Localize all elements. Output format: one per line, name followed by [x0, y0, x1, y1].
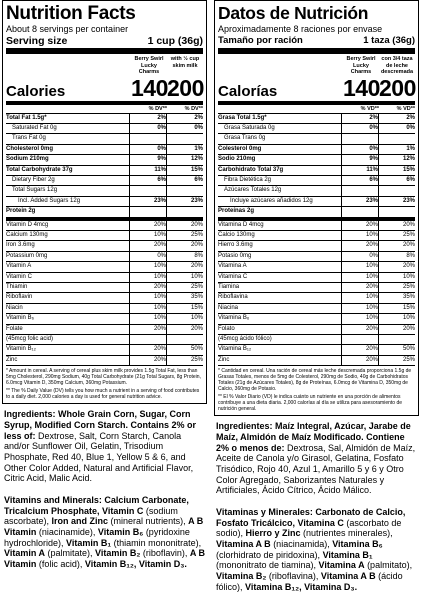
nutrient-dv-milk [378, 335, 415, 344]
nutrient-dv-milk: 20% [166, 241, 203, 250]
nutrient-row [218, 114, 415, 124]
nutrient-dv-cereal [129, 335, 166, 344]
nutrient-dv-cereal: 10% [129, 262, 166, 271]
nutrient-row [218, 124, 415, 134]
nutrient-name: Vitamin B₆ [6, 315, 34, 322]
nutrient-row [218, 325, 415, 335]
nutrient-dv-cereal: 10% [129, 314, 166, 323]
nutrition-facts-panel-es [214, 0, 419, 593]
nutrient-name: Thiamin [6, 284, 28, 290]
nutrient-name: Tiamina [218, 284, 240, 290]
nutrient-name: Zinc [6, 356, 18, 363]
nutrient-name: Total Sugars 12g [12, 187, 58, 194]
nutrient-dv-milk: 1% [166, 145, 203, 154]
nutrient-row [218, 155, 415, 165]
nutrient-dv-milk: 23% [166, 197, 203, 206]
nutrient-dv-milk: 35% [166, 293, 203, 302]
nutrient-dv-cereal: 0% [341, 252, 378, 261]
nutrient-dv-milk: 8% [166, 252, 203, 261]
nutrient-dv-milk: 15% [378, 166, 415, 175]
servings-per-container: About 8 servings per container [6, 24, 129, 34]
nutrient-name: Niacina [218, 304, 239, 311]
nutrient-dv-cereal: 11% [129, 166, 166, 175]
nutrient-dv-milk: 20% [166, 325, 203, 334]
nutrient-dv-milk: 0% [378, 124, 415, 133]
nutrient-dv-cereal: 10% [129, 293, 166, 302]
calories-value-milk: 200 [167, 74, 204, 101]
nutrient-dv-cereal: 10% [341, 314, 378, 323]
nutrient-dv-milk: 25% [166, 283, 203, 292]
nutrient-rows [218, 114, 415, 221]
nutrient-dv-cereal: 10% [341, 293, 378, 302]
nutrient-dv-cereal: 20% [341, 356, 378, 365]
servings-per-container: Aproximadamente 8 raciones por envase [218, 24, 383, 34]
nutrient-name: Vitamin A [6, 263, 32, 270]
dv-header-cereal: % DV** [148, 105, 167, 112]
nutrient-row [6, 262, 203, 272]
nutrient-name: Grasa Trans 0g [224, 135, 266, 142]
nutrient-row [6, 124, 203, 134]
nutrient-dv-cereal: 6% [129, 176, 166, 185]
nutrient-name: Colesterol 0mg [218, 145, 262, 152]
nutrient-name: Total Carbohydrate 37g [6, 166, 73, 173]
nutrient-row [6, 186, 203, 196]
nutrient-rows [6, 114, 203, 221]
nutrient-name: Calcio 130mg [218, 231, 255, 238]
nutrient-row [218, 166, 415, 176]
nutrition-label-box [214, 0, 419, 416]
nutrient-dv-cereal: 0% [129, 145, 166, 154]
calories-row [218, 76, 415, 105]
vitamin-rows [6, 221, 203, 367]
nutrient-dv-cereal: 6% [341, 176, 378, 185]
nutrient-dv-cereal: 10% [341, 304, 378, 313]
nutrient-dv-cereal: 20% [341, 221, 378, 230]
nutrient-row [218, 207, 415, 220]
nutrient-dv-milk: 15% [166, 304, 203, 313]
nutrient-row [6, 345, 203, 355]
nutrient-dv-milk: 50% [166, 345, 203, 354]
nutrient-row [6, 273, 203, 283]
nutrient-name: Grasa Saturada 0g [224, 124, 275, 131]
nutrient-dv-milk: 10% [378, 273, 415, 282]
nutrient-row [218, 252, 415, 262]
calories-label: Calorías [218, 82, 278, 100]
nutrient-dv-cereal: 0% [129, 252, 166, 261]
nutrient-dv-milk: 20% [378, 241, 415, 250]
nutrient-dv-milk: 0% [166, 124, 203, 133]
nutrient-dv-cereal: 10% [341, 273, 378, 282]
nutrient-dv-milk: 2% [378, 114, 415, 123]
ingredients-text: Ingredientes: Maíz Integral, Azúcar, Jarabe de Maíz, Almidón de Maíz Modificado. Contiene 2% o menos de: Dextrosa, Sal, Almidón de Maíz, Aceite de Canola y/o Girasol, Gelatina, Fosfato Trisódico, Rojo 40, Azul 1, Amarillo 5 y 6 y Otro Color Agregado, Saborizantes Naturales y Artificiales, Ácido Cítrico, Ácido Málico. Vitaminas y Minerales: Carbonato de Calcio, Fosfato Tricálcico, Vitamina C (ascorbato de sodio), Hierro y Zinc (nutrientes minerales), Vitamina A B (niacinamida), Vitamina B₆ (clorhidrato de piridoxina), Vitamina B₁ (mononitrato de tiamina), Vitamina A (palmitato), Vitamina B₂ (riboflavina), Vitamina A B (ácido fólico), Vitamina B₁₂, Vitamina D₃. [216, 421, 416, 592]
nutrient-row [218, 231, 415, 241]
nutrient-dv-cereal: 10% [341, 231, 378, 240]
nutrient-row [6, 114, 203, 124]
nutrient-dv-milk [166, 335, 203, 344]
nutrient-name: Fibra Dietética 2g [224, 176, 272, 183]
nutrient-dv-cereal: 20% [129, 325, 166, 334]
nutrient-dv-cereal: 23% [129, 197, 166, 206]
nutrient-dv-cereal: 20% [129, 356, 166, 365]
nutrient-dv-milk: 35% [378, 293, 415, 302]
nutrient-dv-milk: 2% [166, 114, 203, 123]
nutrient-dv-cereal: 20% [341, 325, 378, 334]
serving-size-row [6, 35, 203, 54]
nutrient-name: Hierro 3.6mg [218, 242, 253, 249]
nutrient-row [6, 176, 203, 186]
nutrition-facts-panel-en [2, 0, 207, 570]
nutrient-dv-milk [378, 186, 415, 195]
nutrient-dv-milk: 25% [166, 231, 203, 240]
nutrient-dv-cereal: 20% [129, 241, 166, 250]
nutrient-dv-milk [166, 186, 203, 195]
nutrient-dv-cereal: 10% [129, 231, 166, 240]
nutrient-name: Sodio 210mg [218, 156, 256, 163]
nutrient-dv-cereal: 23% [341, 197, 378, 206]
nutrient-dv-milk: 20% [378, 325, 415, 334]
nutrient-dv-milk: 15% [166, 166, 203, 175]
nutrient-dv-cereal [341, 134, 378, 143]
daily-value-header [218, 105, 415, 114]
nutrient-dv-cereal: 11% [341, 166, 378, 175]
nutrient-dv-milk: 10% [378, 314, 415, 323]
nutrient-row [6, 356, 203, 366]
nutrition-label-box [2, 0, 207, 404]
nutrient-dv-milk: 25% [378, 356, 415, 365]
nutrient-row [6, 145, 203, 155]
nutrient-dv-milk: 23% [378, 197, 415, 206]
nutrient-dv-milk: 20% [378, 221, 415, 230]
nutrient-dv-milk: 15% [378, 304, 415, 313]
nutrient-dv-milk [378, 207, 415, 216]
nutrient-dv-cereal: 20% [341, 345, 378, 354]
column-headers [218, 54, 415, 76]
serving-size-label: Tamaño por ración [218, 35, 303, 46]
nutrient-row [6, 314, 203, 324]
nutrient-dv-cereal: 10% [129, 273, 166, 282]
column-header-cereal: Berry Swirl Lucky Charms [346, 56, 376, 75]
nutrient-name: Proteínas 2g [218, 208, 255, 215]
nutrient-name: Vitamina D 4mcg [218, 221, 264, 228]
nutrient-dv-cereal: 0% [129, 124, 166, 133]
nutrient-name: Azúcares Totales 12g [224, 187, 282, 194]
nutrient-dv-cereal: 20% [129, 221, 166, 230]
calories-value-cereal: 140 [131, 74, 168, 101]
nutrient-name: Calcium 130mg [6, 231, 48, 238]
nutrient-row [6, 325, 203, 335]
nutrient-row [218, 273, 415, 283]
dv-header-milk: % VD** [396, 105, 415, 112]
nutrient-row [218, 283, 415, 293]
nutrient-name: Folato [218, 325, 235, 332]
serving-size-label: Serving size [6, 35, 68, 47]
nutrient-row [6, 197, 203, 207]
nutrient-dv-milk: 1% [378, 145, 415, 154]
nutrient-dv-cereal [129, 207, 166, 216]
nutrient-dv-milk: 25% [378, 231, 415, 240]
nutrient-dv-milk: 6% [378, 176, 415, 185]
nutrient-row [218, 262, 415, 272]
nutrient-dv-cereal: 2% [129, 114, 166, 123]
footnote-amount: * Cantidad en cereal. Una ración de cereal más leche descremada proporciona 1.5g de Grasas Totales, menos de 5mg de Colesterol, 290mg de Sodio, 40g de Carbohidratos Totales (21g de Azúcares Totales), 8g de Proteínas, 6.0mcg de Vitamina D, 350mg de Calcio, 360mg de Potasio. [218, 368, 412, 393]
nutrient-name: Vitamin C [6, 273, 32, 280]
serving-size-row [218, 35, 415, 54]
nutrient-dv-milk [166, 207, 203, 216]
nutrient-name: Carbohidrato Total 37g [218, 166, 284, 173]
calories-value-milk: 200 [379, 74, 416, 101]
nutrient-dv-milk: 10% [166, 314, 203, 323]
nutrient-name: Vitamin B₁₂ [6, 346, 36, 353]
nutrient-dv-milk: 25% [378, 283, 415, 292]
footnote-amount: * Amount in cereal. A serving of cereal plus skim milk provides 1.5g Total Fat, less than 5mg Cholesterol, 290mg Sodium, 40g Total Carbohydrate (21g Total Sugars, 8g Protein, 6.0mcg Vitamin D, 350mg Calcium, 360mg Potassium. [6, 368, 201, 387]
nutrient-name: Vitamina B₆ [218, 315, 250, 322]
nutrient-row [218, 241, 415, 251]
column-header-cereal: Berry Swirl Lucky Charms [134, 56, 164, 75]
nutrient-dv-milk: 12% [378, 155, 415, 164]
nutrient-row [6, 293, 203, 303]
nutrient-dv-cereal [341, 207, 378, 216]
nutrient-row [6, 283, 203, 293]
nutrient-name: Protein 2g [6, 208, 36, 215]
nutrient-dv-milk: 20% [378, 262, 415, 271]
nutrient-dv-cereal [341, 335, 378, 344]
nutrient-name: (45mcg folic acid) [6, 336, 54, 343]
nutrient-name: Vitamina B₁₂ [218, 346, 252, 353]
nutrient-name: Riboflavin [6, 294, 33, 301]
footnote-daily-value: ** El % Valor Diario (VD) le indica cuánto un nutriente en una porción de alimentos contribuye a una dieta diaria. 2,000 calorías al día se utiliza para asesoramiento de nutrición general. [218, 394, 403, 413]
calories-label: Calories [6, 82, 66, 100]
nutrient-dv-cereal: 10% [341, 262, 378, 271]
nutrient-dv-milk: 6% [166, 176, 203, 185]
nutrient-name: Potassium 0mg [6, 252, 48, 259]
nutrient-dv-cereal: 20% [341, 283, 378, 292]
serving-size-value: 1 taza (36g) [363, 35, 415, 46]
ingredients-text: Ingredients: Whole Grain Corn, Sugar, Corn Syrup, Modified Corn Starch. Contains 2% or less of: Dextrose, Salt, Corn Starch, Canola and/or Sunflower Oil, Gelatin, Trisodium Phosphate, Red 40, Blue 1, Yellow 5 & 6, and Other Color Added, Natural and Artificial Flavor, Citric Acid, Malic Acid. Vitamins and Minerals: Calcium Carbonate, Tricalcium Phosphate, Vitamin C (sodium ascorbate), Iron and Zinc (mineral nutrients), A B Vitamin (niacinamide), Vitamin B₆ (pyridoxine hydrochloride), Vitamin B₁ (thiamin mononitrate), Vitamin A (palmitate), Vitamin B₂ (riboflavin), A B Vitamin (folic acid), Vitamin B₁₂, Vitamin D₃. [4, 409, 206, 570]
nutrient-name: (45mcg ácido fólico) [218, 336, 272, 343]
nutrient-name: Zinc [218, 356, 230, 363]
nutrient-dv-cereal [341, 186, 378, 195]
nutrient-dv-cereal: 20% [341, 241, 378, 250]
nutrient-row [6, 304, 203, 314]
nutrient-dv-cereal: 9% [129, 155, 166, 164]
nutrient-dv-cereal: 0% [341, 145, 378, 154]
nutrient-row [6, 231, 203, 241]
nutrient-row [218, 293, 415, 303]
footnote-daily-value: ** The % Daily Value (DV) tells you how much a nutrient in a serving of food contributes to a daily diet. 2,000 calories a day is used for general nutrition advice. [6, 388, 200, 401]
nutrient-dv-milk: 10% [166, 273, 203, 282]
column-header-milk: with ½ cup skim milk [170, 56, 200, 69]
nutrient-name: Dietary Fiber 2g [12, 176, 55, 183]
column-headers [6, 54, 203, 76]
nutrient-row [218, 335, 415, 345]
nutrient-name: Vitamin D 4mcg [6, 221, 49, 228]
nutrient-row [218, 197, 415, 207]
dv-header-milk: % DV** [184, 105, 203, 112]
nutrient-dv-milk [166, 134, 203, 143]
nutrient-dv-milk: 12% [166, 155, 203, 164]
calories-value-cereal: 140 [343, 74, 380, 101]
dv-header-cereal: % VD** [360, 105, 379, 112]
nutrient-name: Total Fat 1.5g* [6, 114, 47, 121]
daily-value-header [6, 105, 203, 114]
nutrient-dv-cereal: 2% [341, 114, 378, 123]
nutrient-row [6, 134, 203, 144]
nutrient-dv-milk [378, 134, 415, 143]
nutrient-dv-cereal [129, 186, 166, 195]
nutrient-row [218, 304, 415, 314]
nutrient-dv-milk: 20% [166, 221, 203, 230]
vitamin-rows [218, 221, 415, 367]
nutrient-name: Vitamina C [218, 273, 248, 280]
nutrient-dv-milk: 25% [166, 356, 203, 365]
nutrient-name: Riboflavina [218, 294, 248, 301]
nutrient-name: Saturated Fat 0g [12, 124, 57, 131]
nutrient-row [6, 252, 203, 262]
nutrient-dv-milk: 8% [378, 252, 415, 261]
nutrient-row [218, 145, 415, 155]
column-header-milk: con 3/4 taza de leche descremada [380, 56, 414, 75]
label-title: Datos de Nutrición [218, 3, 369, 23]
nutrient-row [218, 176, 415, 186]
nutrient-dv-milk: 50% [378, 345, 415, 354]
serving-size-value: 1 cup (36g) [147, 35, 203, 47]
nutrient-name: Niacin [6, 304, 23, 311]
nutrient-row [6, 207, 203, 220]
nutrient-name: Iron 3.6mg [6, 242, 35, 249]
nutrient-dv-cereal: 10% [129, 304, 166, 313]
nutrient-row [218, 186, 415, 196]
nutrient-dv-cereal: 9% [341, 155, 378, 164]
nutrient-name: Incluye azúcares añadidos 12g [230, 197, 313, 204]
nutrient-row [218, 221, 415, 231]
calories-row [6, 76, 203, 105]
nutrient-row [218, 134, 415, 144]
nutrient-row [218, 356, 415, 366]
nutrient-row [6, 166, 203, 176]
nutrient-row [6, 241, 203, 251]
nutrient-row [6, 335, 203, 345]
nutrient-name: Cholesterol 0mg [6, 145, 54, 152]
nutrient-row [218, 314, 415, 324]
nutrient-dv-cereal: 20% [129, 283, 166, 292]
nutrient-row [218, 345, 415, 355]
nutrient-name: Trans Fat 0g [12, 135, 46, 142]
nutrient-row [6, 155, 203, 165]
nutrient-name: Incl. Added Sugars 12g [18, 197, 81, 204]
nutrient-dv-milk: 20% [166, 262, 203, 271]
nutrient-dv-cereal: 20% [129, 345, 166, 354]
label-title: Nutrition Facts [6, 3, 136, 24]
nutrient-row [6, 221, 203, 231]
nutrient-dv-cereal: 0% [341, 124, 378, 133]
nutrient-name: Potasio 0mg [218, 252, 252, 259]
nutrient-name: Vitamina A [218, 263, 247, 270]
nutrient-name: Folate [6, 325, 23, 332]
nutrient-name: Grasa Total 1.5g* [218, 114, 267, 121]
nutrient-dv-cereal [129, 134, 166, 143]
nutrient-name: Sodium 210mg [6, 156, 49, 163]
